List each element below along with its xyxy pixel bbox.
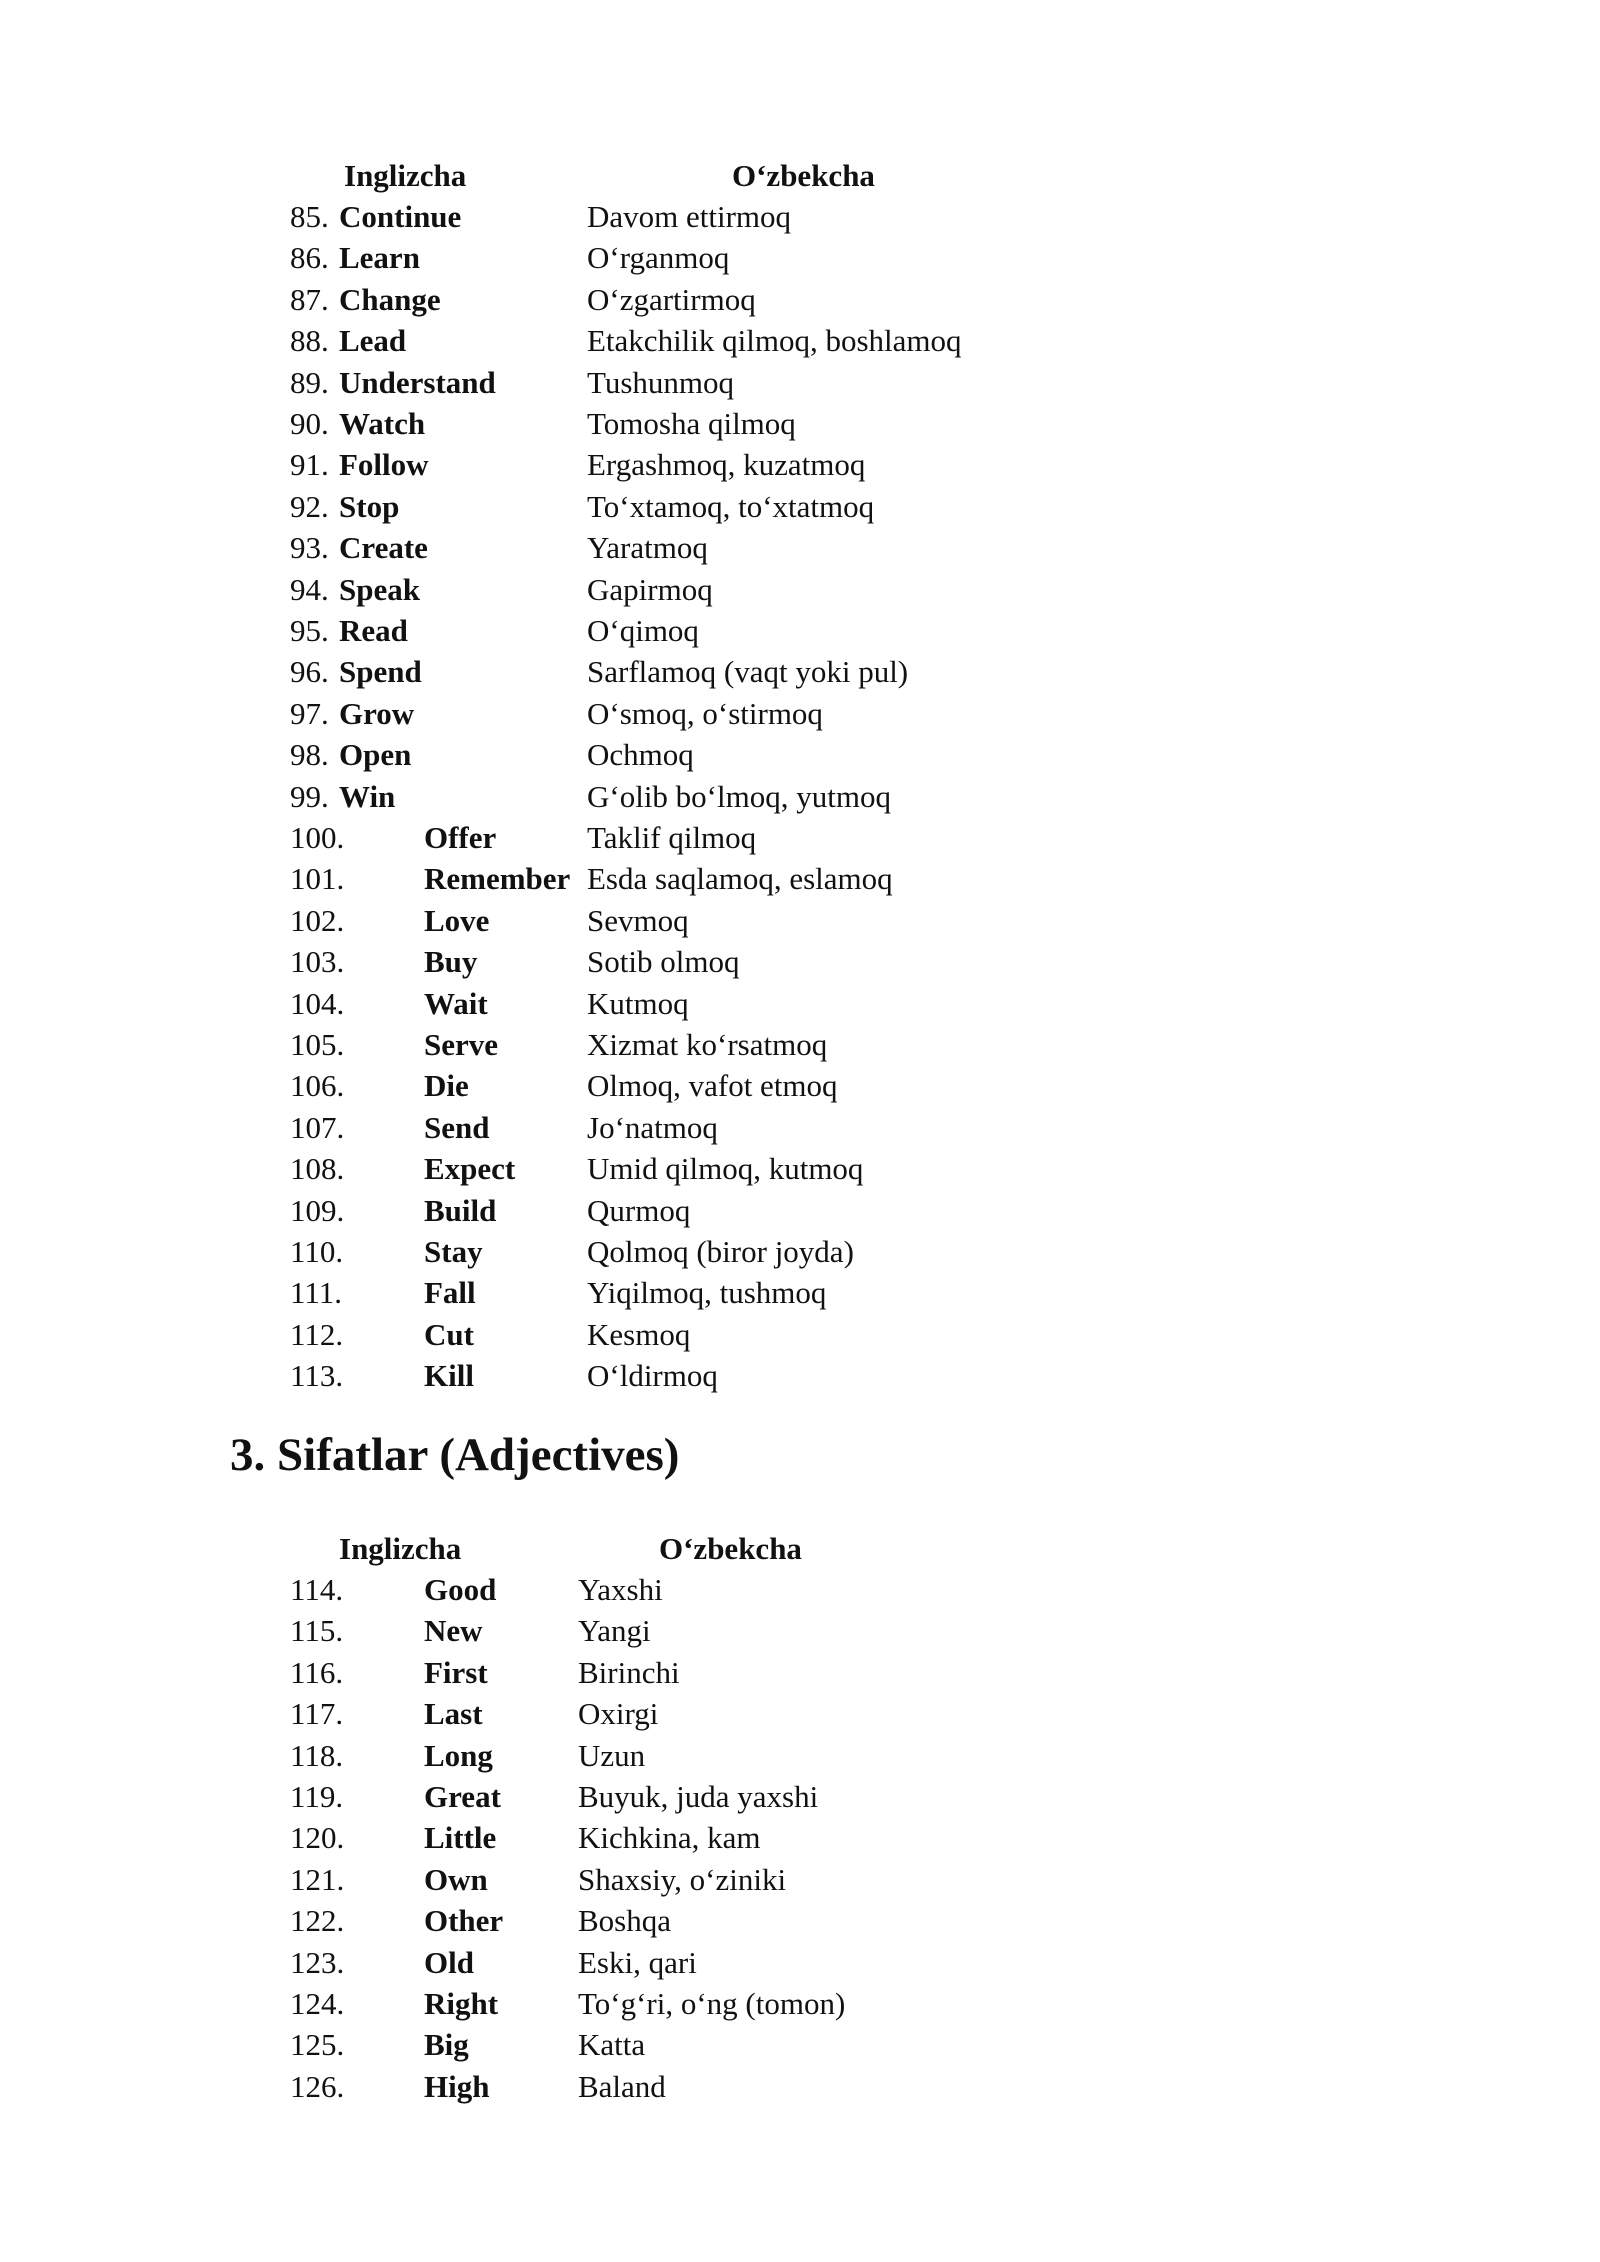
table-row [0, 817, 1600, 858]
english-word: Remember [424, 861, 571, 897]
row-number: 93. [290, 530, 329, 566]
adjectives-header-english: Inglizcha [339, 1531, 462, 1566]
table-row [0, 1065, 1600, 1106]
english-word: New [424, 1613, 483, 1649]
row-number: 120. [290, 1820, 345, 1856]
row-number: 121. [290, 1861, 345, 1897]
row-number: 101. [290, 861, 345, 897]
uzbek-translation: Kutmoq [587, 985, 689, 1021]
uzbek-translation: Tushunmoq [587, 364, 735, 400]
english-word: Follow [339, 447, 429, 483]
english-word: Great [424, 1779, 501, 1814]
english-word: First [424, 1654, 488, 1690]
uzbek-translation: Yangi [578, 1613, 651, 1649]
row-number: 109. [290, 1192, 345, 1228]
uzbek-translation: Gapirmoq [587, 571, 713, 607]
row-number: 87. [290, 281, 329, 317]
table-row [0, 1900, 1600, 1941]
table-row [0, 1735, 1600, 1776]
english-word: Offer [424, 820, 497, 855]
uzbek-translation: Birinchi [578, 1654, 680, 1690]
row-number: 92. [290, 488, 329, 524]
english-word: Last [424, 1696, 483, 1732]
table-row [0, 1859, 1600, 1900]
table-row [0, 486, 1600, 527]
row-number: 86. [290, 240, 329, 276]
uzbek-translation: Sevmoq [587, 902, 689, 938]
row-number: 122. [290, 1903, 345, 1939]
english-word: Send [424, 1109, 490, 1145]
uzbek-translation: Buyuk, juda yaxshi [578, 1779, 819, 1814]
english-word: Other [424, 1903, 504, 1939]
uzbek-translation: Ochmoq [587, 737, 694, 773]
english-word: Learn [339, 240, 420, 276]
table-row [0, 900, 1600, 941]
uzbek-translation: Esda saqlamoq, eslamoq [587, 861, 893, 897]
table-row [0, 1610, 1600, 1651]
row-number: 114. [290, 1572, 344, 1607]
verbs-header-uzbek: O‘zbekcha [732, 158, 875, 193]
uzbek-translation: Taklif qilmoq [587, 820, 757, 855]
table-row [0, 1355, 1600, 1396]
row-number: 97. [290, 695, 329, 731]
row-number: 85. [290, 199, 329, 234]
row-number: 110. [290, 1234, 344, 1269]
uzbek-translation: Uzun [578, 1737, 646, 1773]
table-row [0, 1107, 1600, 1148]
table-row [0, 279, 1600, 320]
table-row [0, 983, 1600, 1024]
english-word: Little [424, 1820, 497, 1856]
english-word: Continue [339, 199, 462, 234]
table-row [0, 1776, 1600, 1817]
table-row [0, 1231, 1600, 1272]
row-number: 89. [290, 364, 329, 400]
table-row [0, 858, 1600, 899]
row-number: 111. [290, 1275, 342, 1311]
english-word: Grow [339, 695, 415, 731]
table-row [0, 1314, 1600, 1355]
english-word: Lead [339, 323, 407, 359]
table-row [0, 444, 1600, 485]
row-number: 100. [290, 820, 345, 855]
table-row [0, 1652, 1600, 1693]
table-row [0, 1190, 1600, 1231]
uzbek-translation: Xizmat ko‘rsatmoq [587, 1027, 828, 1062]
row-number: 95. [290, 613, 329, 648]
uzbek-translation: Yaratmoq [587, 530, 708, 566]
row-number: 90. [290, 406, 329, 441]
row-number: 115. [290, 1613, 344, 1649]
uzbek-translation: Sotib olmoq [587, 944, 740, 980]
table-row [0, 1983, 1600, 2024]
uzbek-translation: Baland [578, 2068, 666, 2104]
table-row [0, 941, 1600, 982]
uzbek-translation: Sarflamoq (vaqt yoki pul) [587, 654, 909, 690]
english-word: Win [339, 778, 396, 814]
english-word: Good [424, 1572, 497, 1607]
row-number: 117. [290, 1696, 344, 1732]
table-row [0, 610, 1600, 651]
row-number: 118. [290, 1737, 344, 1773]
row-number: 112. [290, 1316, 344, 1352]
uzbek-translation: O‘rganmoq [587, 240, 730, 276]
table-row [0, 527, 1600, 568]
table-row [0, 196, 1600, 237]
row-number: 126. [290, 2068, 345, 2104]
row-number: 96. [290, 654, 329, 690]
row-number: 108. [290, 1151, 345, 1187]
uzbek-translation: Umid qilmoq, kutmoq [587, 1151, 864, 1187]
english-word: High [424, 2068, 490, 2104]
english-word: Love [424, 902, 490, 938]
english-word: Stop [339, 488, 400, 524]
row-number: 125. [290, 2027, 345, 2063]
english-word: Right [424, 1986, 499, 2021]
row-number: 123. [290, 1944, 345, 1980]
table-row [0, 1024, 1600, 1065]
uzbek-translation: Jo‘natmoq [587, 1109, 718, 1145]
english-word: Serve [424, 1027, 499, 1062]
english-word: Long [424, 1737, 493, 1773]
uzbek-translation: Tomosha qilmoq [587, 406, 796, 441]
table-row [0, 2024, 1600, 2065]
table-row [0, 569, 1600, 610]
table-row [0, 1817, 1600, 1858]
english-word: Big [424, 2027, 469, 2063]
english-word: Change [339, 281, 441, 317]
verbs-header-english: Inglizcha [344, 158, 467, 193]
english-word: Open [339, 737, 412, 773]
row-number: 99. [290, 778, 329, 814]
row-number: 91. [290, 447, 329, 483]
uzbek-translation: Etakchilik qilmoq, boshlamoq [587, 323, 962, 359]
table-row [0, 320, 1600, 361]
uzbek-translation: Qurmoq [587, 1192, 691, 1228]
uzbek-translation: O‘ldirmoq [587, 1358, 718, 1394]
uzbek-translation: To‘xtamoq, to‘xtatmoq [587, 488, 875, 524]
uzbek-translation: Shaxsiy, o‘ziniki [578, 1861, 787, 1897]
adjectives-header-uzbek: O‘zbekcha [659, 1531, 802, 1566]
english-word: Cut [424, 1316, 474, 1352]
uzbek-translation: O‘zgartirmoq [587, 281, 756, 317]
uzbek-translation: Yaxshi [578, 1572, 663, 1607]
uzbek-translation: Kesmoq [587, 1316, 691, 1352]
english-word: Stay [424, 1234, 483, 1269]
english-word: Fall [424, 1275, 476, 1311]
row-number: 98. [290, 737, 329, 773]
uzbek-translation: O‘smoq, o‘stirmoq [587, 695, 823, 731]
english-word: Expect [424, 1151, 516, 1187]
row-number: 106. [290, 1068, 345, 1104]
row-number: 104. [290, 985, 345, 1021]
uzbek-translation: Davom ettirmoq [587, 199, 792, 234]
english-word: Wait [424, 985, 488, 1021]
table-row [0, 237, 1600, 278]
uzbek-translation: O‘qimoq [587, 613, 699, 648]
row-number: 102. [290, 902, 345, 938]
row-number: 124. [290, 1986, 345, 2021]
table-row [0, 1693, 1600, 1734]
uzbek-translation: Katta [578, 2027, 646, 2063]
row-number: 103. [290, 944, 345, 980]
table-row [0, 1942, 1600, 1983]
english-word: Spend [339, 654, 422, 690]
table-row [0, 362, 1600, 403]
uzbek-translation: Kichkina, kam [578, 1820, 761, 1856]
english-word: Die [424, 1068, 469, 1104]
english-word: Create [339, 530, 428, 566]
row-number: 113. [290, 1358, 344, 1394]
uzbek-translation: Yiqilmoq, tushmoq [587, 1275, 827, 1311]
row-number: 94. [290, 571, 329, 607]
section-title-adjectives: 3. Sifatlar (Adjectives) [230, 1429, 680, 1481]
english-word: Watch [339, 406, 426, 441]
table-row [0, 651, 1600, 692]
uzbek-translation: Ergashmoq, kuzatmoq [587, 447, 866, 483]
table-row [0, 776, 1600, 817]
english-word: Read [339, 613, 408, 648]
uzbek-translation: To‘g‘ri, o‘ng (tomon) [578, 1986, 846, 2021]
uzbek-translation: G‘olib bo‘lmoq, yutmoq [587, 778, 891, 814]
english-word: Buy [424, 944, 478, 980]
english-word: Speak [339, 571, 420, 607]
table-row [0, 1148, 1600, 1189]
uzbek-translation: Qolmoq (biror joyda) [587, 1234, 854, 1269]
table-row [0, 693, 1600, 734]
uzbek-translation: Boshqa [578, 1903, 671, 1939]
table-row [0, 734, 1600, 775]
table-row [0, 403, 1600, 444]
table-row [0, 1569, 1600, 1610]
uzbek-translation: Oxirgi [578, 1696, 659, 1732]
row-number: 105. [290, 1027, 345, 1062]
english-word: Build [424, 1192, 497, 1228]
table-row [0, 1272, 1600, 1313]
english-word: Own [424, 1861, 488, 1897]
row-number: 88. [290, 323, 329, 359]
english-word: Old [424, 1944, 474, 1980]
table-row [0, 2066, 1600, 2107]
english-word: Kill [424, 1358, 474, 1394]
row-number: 107. [290, 1109, 345, 1145]
english-word: Understand [339, 364, 496, 400]
row-number: 119. [290, 1779, 344, 1814]
row-number: 116. [290, 1654, 344, 1690]
uzbek-translation: Eski, qari [578, 1944, 697, 1980]
uzbek-translation: Olmoq, vafot etmoq [587, 1068, 838, 1104]
